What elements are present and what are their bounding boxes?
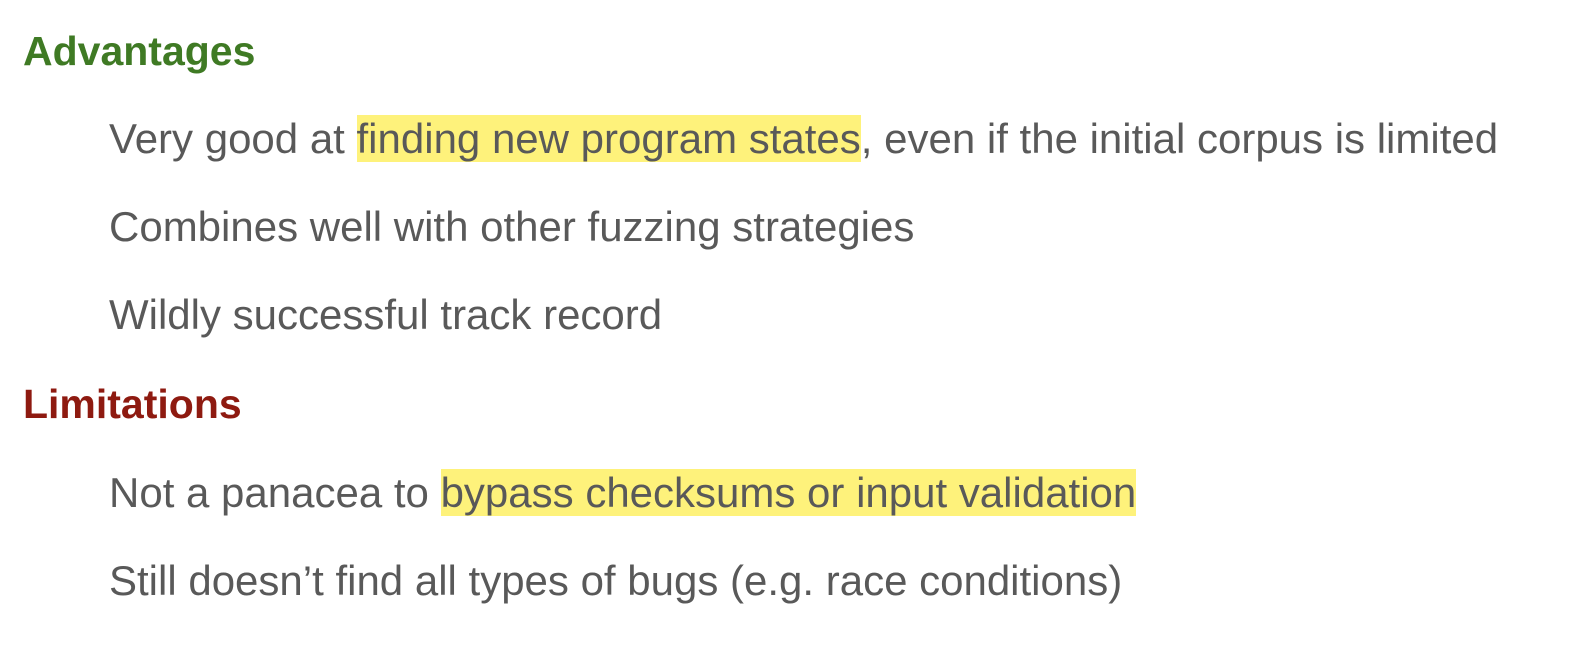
advantage-item-1-prefix: Very good at	[109, 115, 357, 162]
advantage-item-1	[109, 114, 1498, 164]
advantage-item-3: Wildly successful track record	[109, 291, 663, 338]
advantage-item-2: Combines well with other fuzzing strategies	[109, 203, 915, 250]
limitation-item-1-highlight: bypass checksums or input validation	[440, 469, 1137, 516]
limitations-heading: Limitations	[23, 381, 242, 427]
limitation-item-1	[109, 468, 1136, 518]
advantage-item-1-highlight: finding new program states	[356, 115, 861, 162]
limitation-item-1-prefix: Not a panacea to	[109, 469, 441, 516]
limitation-item-2: Still doesn’t find all types of bugs (e.g. race conditions)	[109, 557, 1123, 604]
advantages-heading: Advantages	[23, 28, 256, 74]
advantage-item-1-suffix: , even if the initial corpus is limited	[860, 115, 1499, 162]
